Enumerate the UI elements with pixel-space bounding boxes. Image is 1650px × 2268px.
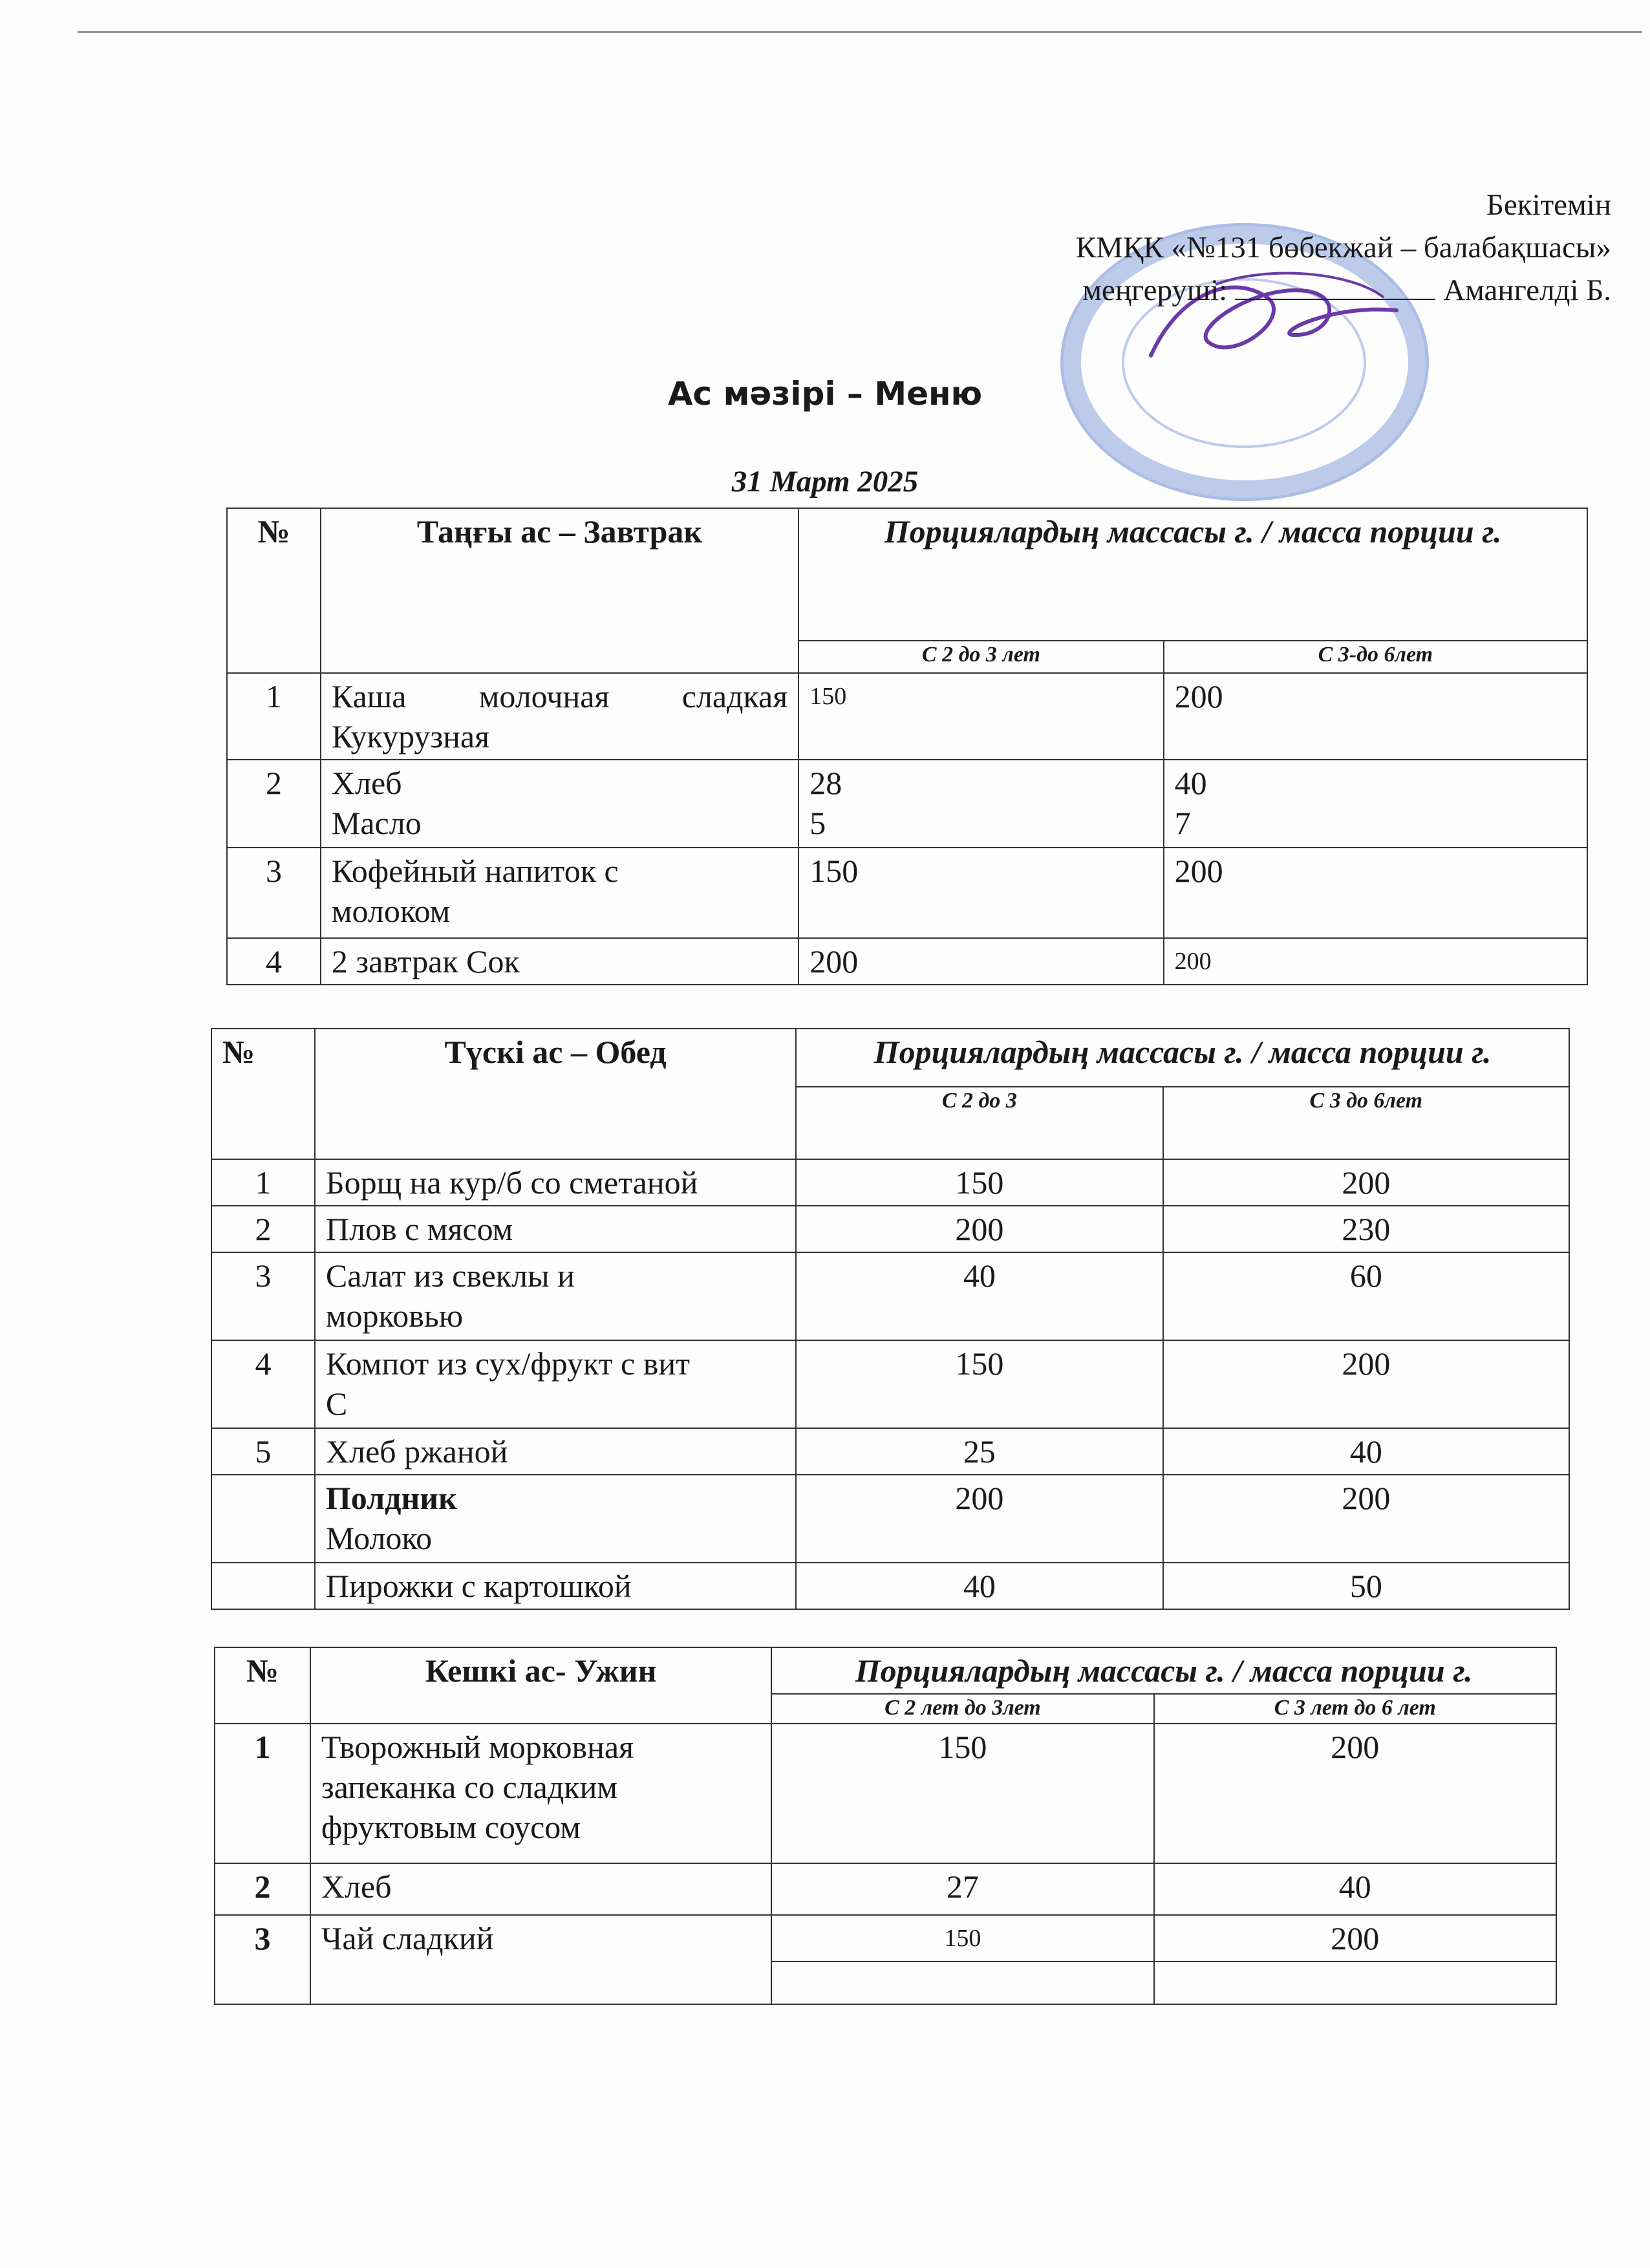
age-group-header: С 2 до 3 лет — [798, 641, 1163, 673]
portion-value: 150 — [798, 673, 1163, 760]
portion-value: 200 — [796, 1206, 1162, 1252]
snack-title: Полдник — [325, 1480, 457, 1516]
portion-value: 200 — [1154, 1724, 1556, 1863]
table-row — [211, 1159, 1569, 1206]
col-dish-header: Кешкі ас- Ужин — [310, 1647, 771, 1724]
table-row — [211, 1252, 1569, 1340]
empty-cell — [771, 1962, 1153, 2004]
menu-date: 31 Март 2025 — [731, 465, 919, 498]
dish-name: Каша молочная сладкая Кукурузная — [321, 673, 798, 760]
portion-value: 200 — [1163, 1475, 1569, 1563]
row-number: 3 — [215, 1915, 310, 2004]
portion-value: 40 — [1163, 1428, 1569, 1475]
portion-value: 150 — [796, 1159, 1162, 1206]
dish-name: Творожный морковная запеканка со сладким фруктовым соусом — [310, 1724, 771, 1863]
age-group-header: С 2 до 3 — [796, 1087, 1162, 1159]
portion-value: 200 — [1154, 1915, 1556, 1962]
age-group-header: С 3-до 6лет — [1164, 641, 1587, 673]
portion-value: 230 — [1163, 1206, 1569, 1252]
col-dish-header: Таңғы ас – Завтрак — [321, 508, 798, 673]
age-group-header: С 2 лет до 3лет — [771, 1694, 1153, 1724]
portion-value: 150 — [796, 1340, 1162, 1428]
page-title: Ас мәзірі – Меню — [667, 375, 983, 412]
portion-value: 60 — [1163, 1252, 1569, 1340]
portion-value: 200 — [1163, 1340, 1569, 1428]
breakfast-table — [226, 508, 1588, 985]
portion-value: 28 5 — [798, 760, 1163, 848]
portion-value: 40 — [796, 1252, 1162, 1340]
row-number: 4 — [211, 1340, 315, 1428]
head-name: Амангелді Б. — [1443, 273, 1611, 307]
table-row — [211, 1206, 1569, 1252]
portion-value: 50 — [1163, 1563, 1569, 1609]
portion-value: 200 — [1164, 673, 1587, 760]
row-number: 3 — [227, 848, 321, 938]
col-mass-header: Порциялардың массасы г. / масса порции г. — [771, 1647, 1556, 1694]
dish-name: Компот из сух/фрукт с вит С — [315, 1340, 796, 1428]
portion-value: 40 — [796, 1563, 1162, 1609]
row-number: 3 — [211, 1252, 315, 1340]
signature-line — [1235, 299, 1435, 300]
row-number: 4 — [227, 938, 321, 985]
scan-edge-line — [78, 31, 1642, 33]
row-number: 2 — [211, 1206, 315, 1252]
portion-value: 150 — [771, 1724, 1153, 1863]
dish-name: Хлеб Масло — [321, 760, 798, 848]
dish-name: Кофейный напиток с молоком — [321, 848, 798, 938]
row-number: 5 — [211, 1428, 315, 1475]
col-no-header: № — [227, 508, 321, 673]
lunch-table — [211, 1028, 1570, 1610]
col-mass-header: Порциялардың массасы г. / масса порции г. — [798, 508, 1587, 641]
table-row — [211, 1428, 1569, 1475]
portion-value: 200 — [796, 1475, 1162, 1563]
head-title: меңгеруші: — [1082, 273, 1228, 307]
row-number: 2 — [227, 760, 321, 848]
portion-value: 200 — [1164, 938, 1587, 985]
portion-value: 40 7 — [1164, 760, 1587, 848]
dish-name: Полдник Молоко — [315, 1475, 796, 1563]
dish-name: Борщ на кур/б со сметаной — [315, 1159, 796, 1206]
col-no-header: № — [211, 1029, 315, 1159]
dish-name: 2 завтрак Сок — [321, 938, 798, 985]
dish-name: Хлеб ржаной — [315, 1428, 796, 1475]
head-line — [1076, 269, 1611, 312]
row-number — [211, 1563, 315, 1609]
age-group-header: С 3 до 6лет — [1163, 1087, 1569, 1159]
table-row — [211, 1340, 1569, 1428]
age-group-header: С 3 лет до 6 лет — [1154, 1694, 1556, 1724]
approval-block — [1076, 184, 1611, 312]
table-row — [227, 848, 1587, 938]
portion-value: 25 — [796, 1428, 1162, 1475]
dish-name: Чай сладкий — [310, 1915, 771, 2004]
portion-value: 150 — [771, 1915, 1153, 1962]
table-row — [227, 760, 1587, 848]
table-row — [211, 1475, 1569, 1563]
row-number — [211, 1475, 315, 1563]
col-mass-header: Порциялардың массасы г. / масса порции г. — [796, 1029, 1569, 1087]
approval-heading: Бекітемін — [1486, 188, 1611, 222]
table-row — [211, 1563, 1569, 1609]
dish-name: Хлеб — [310, 1863, 771, 1915]
portion-value: 200 — [798, 938, 1163, 985]
row-number: 1 — [211, 1159, 315, 1206]
empty-cell — [1154, 1962, 1556, 2004]
table-row — [215, 1863, 1556, 1915]
row-number: 2 — [215, 1863, 310, 1915]
portion-value: 200 — [1163, 1159, 1569, 1206]
portion-value: 27 — [771, 1863, 1153, 1915]
dish-name: Салат из свеклы и морковью — [315, 1252, 796, 1340]
portion-value: 200 — [1164, 848, 1587, 938]
portion-value: 150 — [798, 848, 1163, 938]
dinner-table — [214, 1647, 1557, 2005]
table-row — [215, 1915, 1556, 1962]
col-dish-header: Түскі ас – Обед — [315, 1029, 796, 1159]
dish-name: Пирожки с картошкой — [315, 1563, 796, 1609]
col-no-header: № — [215, 1647, 310, 1724]
table-row — [227, 673, 1587, 760]
row-number: 1 — [227, 673, 321, 760]
portion-value: 40 — [1154, 1863, 1556, 1915]
row-number: 1 — [215, 1724, 310, 1863]
table-row — [227, 938, 1587, 985]
organization-name: КМҚК «№131 бөбекжай – балабақшасы» — [1075, 231, 1611, 264]
table-row — [215, 1724, 1556, 1863]
dish-name: Плов с мясом — [315, 1206, 796, 1252]
